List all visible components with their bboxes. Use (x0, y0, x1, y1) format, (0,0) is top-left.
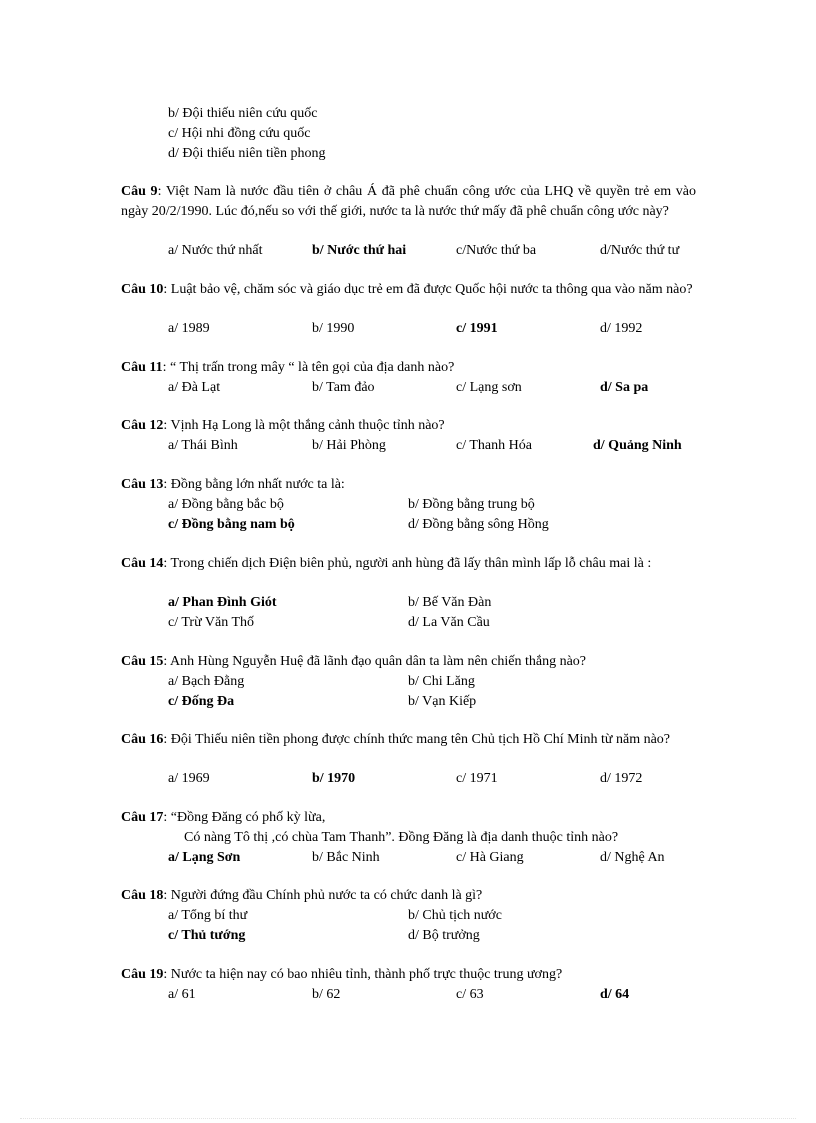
option-b: b/ Tam đảo (312, 380, 375, 395)
option-a: a/ Phan Đình Giót (168, 595, 277, 610)
question-text: : Việt Nam là nước đầu tiên ở châu Á đã phê chuẩn công ước của LHQ về quyền trẻ em vào ngày 20/2/1990. Lúc đó,nếu so với thế giới, nước ta là nước thứ mấy đã phê chuẩn công ước này? (121, 184, 696, 219)
question-12 (121, 416, 696, 436)
question-11 (121, 358, 696, 378)
question-19 (121, 965, 696, 985)
option-a: a/ 1989 (168, 321, 210, 336)
question-10 (121, 280, 696, 300)
question-text: : Trong chiến dịch Điện biên phủ, người anh hùng đã lấy thân mình lấp lỗ châu mai là : (163, 556, 652, 571)
question-number: Câu 10 (121, 282, 164, 297)
option-d: d/ Quảng Ninh (593, 438, 682, 453)
question-text: : Đội Thiếu niên tiền phong được chính thức mang tên Chủ tịch Hồ Chí Minh từ năm nào? (163, 732, 671, 747)
option-a: a/ Lạng Sơn (168, 850, 241, 865)
option-b: b/ Nước thứ hai (312, 243, 407, 258)
page-bottom-divider (20, 1118, 796, 1119)
option-a: a/ Nước thứ nhất (168, 243, 263, 258)
option-b: b/ 1990 (312, 321, 355, 336)
option-c: c/Nước thứ ba (456, 243, 537, 258)
option-a: a/ Bạch Đằng (168, 674, 245, 689)
option-b: b/ 62 (312, 987, 341, 1002)
option-d: d/ 64 (600, 987, 630, 1002)
question-number: Câu 18 (121, 888, 164, 903)
question-number: Câu 13 (121, 477, 164, 492)
option-b: b/ Đồng bằng trung bộ (408, 497, 535, 512)
question-text: : Người đứng đầu Chính phủ nước ta có chức danh là gì? (163, 888, 483, 903)
option-a: a/ 1969 (168, 771, 210, 786)
option-c: c/ 1971 (456, 771, 498, 786)
option-c: c/ Thủ tướng (168, 928, 246, 943)
option-c: c/ 1991 (456, 321, 498, 336)
option-c: c/ Thanh Hóa (456, 438, 532, 453)
question-text: : Anh Hùng Nguyễn Huệ đã lãnh đạo quân dân ta làm nên chiến thắng nào? (163, 654, 587, 669)
option-b: b/ Chi Lăng (408, 674, 475, 689)
option-d: d/ 1972 (600, 771, 643, 786)
option-c: c/ Đồng bằng nam bộ (168, 517, 295, 532)
option-d: d/ La Văn Cầu (408, 615, 490, 630)
question-9 (121, 182, 696, 222)
option-d: d/Nước thứ tư (600, 243, 680, 258)
option-a: a/ Đà Lạt (168, 380, 221, 395)
option-c: c/ Trừ Văn Thố (168, 615, 255, 630)
option-b: b/ Bắc Ninh (312, 850, 380, 865)
question-number: Câu 17 (121, 810, 164, 825)
prev-option-c: c/ Hội nhi đồng cứu quốc (168, 126, 311, 141)
option-d: d/ Nghệ An (600, 850, 665, 865)
option-c: c/ 63 (456, 987, 484, 1002)
option-d: d/ 1992 (600, 321, 643, 336)
option-c: c/ Hà Giang (456, 850, 524, 865)
question-text-line-2: Có nàng Tô thị ,có chùa Tam Thanh”. Đồng Đăng là địa danh thuộc tỉnh nào? (184, 830, 619, 845)
prev-option-b: b/ Đội thiếu niên cứu quốc (168, 106, 318, 121)
option-a: a/ 61 (168, 987, 196, 1002)
question-17 (121, 808, 325, 828)
question-text: : Luật bảo vệ, chăm sóc và giáo dục trẻ em đã được Quốc hội nước ta thông qua vào năm nào? (163, 282, 693, 297)
option-a: a/ Thái Bình (168, 438, 238, 453)
option-a: a/ Tổng bí thư (168, 908, 248, 923)
option-a: a/ Đồng bằng bắc bộ (168, 497, 284, 512)
question-text: : “Đồng Đăng có phố kỳ lừa, (163, 810, 326, 825)
question-number: Câu 16 (121, 732, 164, 747)
question-number: Câu 12 (121, 418, 164, 433)
question-number: Câu 11 (121, 360, 163, 375)
question-16 (121, 730, 696, 750)
question-text: : Vịnh Hạ Long là một thắng cảnh thuộc tỉnh nào? (163, 418, 445, 433)
question-number: Câu 15 (121, 654, 164, 669)
question-text: : Nước ta hiện nay có bao nhiêu tỉnh, thành phố trực thuộc trung ương? (163, 967, 563, 982)
prev-option-d: d/ Đội thiếu niên tiền phong (168, 146, 326, 161)
option-b: b/ 1970 (312, 771, 356, 786)
option-c: c/ Lạng sơn (456, 380, 522, 395)
question-text: : “ Thị trấn trong mây “ là tên gọi của địa danh nào? (162, 360, 455, 375)
question-14 (121, 554, 696, 574)
option-b: b/ Hải Phòng (312, 438, 386, 453)
question-text: : Đồng bằng lớn nhất nước ta là: (163, 477, 345, 492)
option-d: d/ Sa pa (600, 380, 649, 395)
question-18 (121, 886, 696, 906)
option-b: b/ Bế Văn Đàn (408, 595, 492, 610)
option-d: b/ Vạn Kiếp (408, 694, 477, 709)
question-number: Câu 14 (121, 556, 164, 571)
option-d: d/ Đồng bằng sông Hồng (408, 517, 549, 532)
question-number: Câu 9 (121, 184, 158, 199)
option-c: c/ Đống Đa (168, 694, 235, 709)
question-15 (121, 652, 696, 672)
option-b: b/ Chủ tịch nước (408, 908, 502, 923)
option-d: d/ Bộ trưởng (408, 928, 480, 943)
question-13 (121, 475, 696, 495)
question-number: Câu 19 (121, 967, 164, 982)
